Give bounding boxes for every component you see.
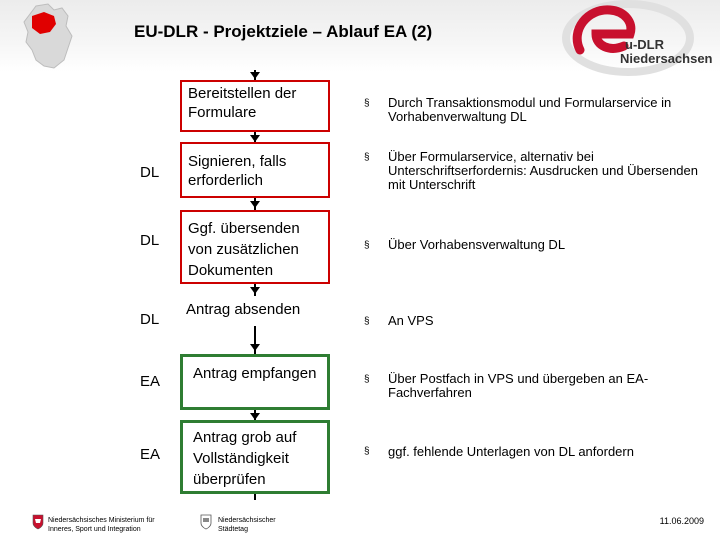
step-actor: EA: [140, 373, 161, 390]
arrow-down-icon: [250, 413, 260, 420]
logo-text-top: u-DLR: [625, 37, 664, 52]
step-label: Antrag absenden: [186, 301, 301, 318]
step-actor: EA: [140, 446, 161, 463]
step-box-3: [180, 210, 330, 284]
step-description: Durch Transaktionsmodul und Formularservice in Vorhabenverwaltung DL: [388, 95, 672, 124]
footer-date: 11.06.2009: [659, 516, 704, 526]
bullet-icon: §: [364, 152, 370, 163]
step-description: Über Vorhabensverwaltung DL: [388, 237, 566, 252]
step-actor: DL: [140, 232, 160, 249]
slide-footer: [0, 510, 720, 540]
germany-map-icon: [14, 2, 84, 72]
step-description: An VPS: [388, 313, 434, 328]
arrow-down-icon: [250, 201, 260, 208]
staedtetag-crest-icon: [200, 514, 212, 530]
bullet-icon: §: [364, 446, 370, 457]
arrow-down-icon: [250, 344, 260, 351]
slide-title: EU-DLR - Projektziele – Ablauf EA (2): [134, 22, 433, 41]
arrow-down-icon: [250, 135, 260, 142]
logo-text-bottom: Niedersachsen: [620, 51, 713, 66]
step-box-5: [180, 354, 330, 410]
arrow-down-icon: [250, 72, 260, 79]
step-box-1: [180, 80, 330, 132]
step-actor: DL: [140, 311, 160, 328]
footer-ministry: Niedersächsisches Ministerium für Inneres, Sport und Integration: [48, 517, 155, 533]
step-label: Signieren, falls erforderlich: [188, 153, 287, 189]
step-label: Antrag empfangen: [193, 365, 317, 382]
bullet-icon: §: [364, 240, 370, 251]
footer-staedtetag: Niedersächsischer Städtetag: [218, 517, 276, 533]
step-actor: DL: [140, 164, 160, 181]
step-label: Ggf. übersenden von zusätzlichen Dokumenten: [188, 220, 300, 279]
step-description: Über Formularservice, alternativ bei Unterschriftserfordernis: Ausdrucken und Übersenden mit Unterschrift: [388, 149, 698, 192]
step-label: Antrag grob auf Vollständigkeit überprüfen: [193, 429, 297, 488]
arrow-down-icon: [250, 287, 260, 294]
slide-header: [0, 0, 720, 80]
bullet-icon: §: [364, 316, 370, 327]
step-description: Über Postfach in VPS und übergeben an EA-Fachverfahren: [388, 371, 649, 400]
bullet-icon: §: [364, 374, 370, 385]
step-label: Bereitstellen der Formulare: [188, 85, 297, 121]
bullet-icon: §: [364, 98, 370, 109]
step-box-4: [180, 296, 330, 326]
step-box-6: [180, 420, 330, 494]
step-box-2: [180, 142, 330, 198]
ministry-crest-icon: [32, 514, 44, 530]
step-description: ggf. fehlende Unterlagen von DL anfordern: [388, 444, 634, 459]
